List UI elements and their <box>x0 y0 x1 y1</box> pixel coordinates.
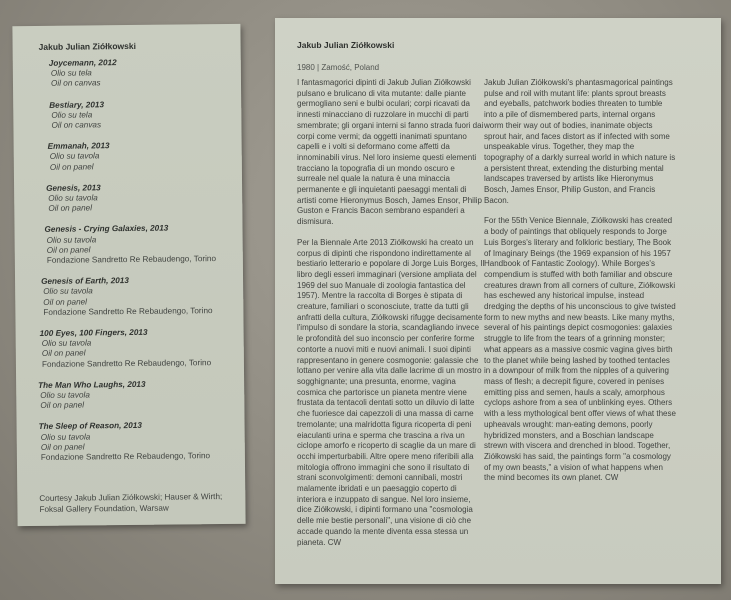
work-collection: Fondazione Sandretto Re Rebaudengo, Torino <box>40 451 211 463</box>
birth-info: 1980 | Zamość, Poland <box>297 63 380 72</box>
work-title: Emmanah, 2013 <box>47 141 110 152</box>
work-medium: Oil on panel <box>46 245 91 255</box>
work-entry <box>39 420 239 463</box>
work-medium: Oil on canvas <box>50 78 101 89</box>
work-medium: Oil on panel <box>43 297 88 307</box>
work-entry <box>46 182 236 215</box>
work-title: Genesis, 2013 <box>46 183 101 193</box>
work-medium: Oil on canvas <box>51 120 102 130</box>
work-medium: Oil on panel <box>40 400 85 411</box>
work-medium: Olio su tavola <box>48 193 98 203</box>
italian-paragraph: I fantasmagorici dipinti di Jakub Julian Ziółkowski pulsano e brulicano di vita mutante: dalle piante germogliano seni e bulbi oculari; corpi ricavati da innesti minacciano di ruzzolare in mucchi di parti smembrate; gli organi interni si fanno strada fuori dai corpi come vermi; da oggetti inanimati spuntano capelli e i volti si deformano come affetti da innominabili virus. Nel loro insieme questi elementi tracciano la topografia di un mondo oscuro e surreale nel quale la natura è una minaccia permanente e gli inquietanti paesaggi mentali di artisti come Hieronymus Bosch, James Ensor, Philip Guston e Francis Bacon sembrano espanderi a dismisura. <box>297 78 484 227</box>
work-medium: Oil on panel <box>49 161 94 172</box>
work-medium: Oil on panel <box>41 348 86 359</box>
work-entry <box>41 275 237 318</box>
work-title: The Man Who Laughs, 2013 <box>38 379 146 390</box>
work-entry <box>49 98 235 131</box>
artist-name: Jakub Julian Ziółkowski <box>38 40 136 52</box>
artist-name: Jakub Julian Ziółkowski <box>297 40 395 50</box>
english-text-column <box>484 78 676 494</box>
work-medium: Olio su tavola <box>40 432 91 442</box>
work-title: Bestiary, 2013 <box>49 99 105 110</box>
work-medium: Olio su tavola <box>49 151 100 162</box>
work-title: The Sleep of Reason, 2013 <box>38 421 142 432</box>
italian-text-column <box>297 78 485 558</box>
work-medium: Oil on panel <box>40 442 85 452</box>
work-title: Genesis - Crying Galaxies, 2013 <box>44 224 169 235</box>
work-medium: Olio su tavola <box>41 338 92 349</box>
work-medium: Oil on panel <box>48 203 93 214</box>
work-title: 100 Eyes, 100 Fingers, 2013 <box>39 327 148 339</box>
wall-text-label <box>275 18 721 584</box>
work-entry <box>38 379 238 412</box>
work-medium: Olio su tela <box>51 110 93 120</box>
english-paragraph: For the 55th Venice Biennale, Ziółkowski has created a body of paintings that obliquely responds to Jorge Luis Borges's literary and folkloric bestiary, The Book of Imaginary Beings (the 1969 expansion of his 1957 Handbook of Fantastic Zoology). While Borges's compendium is stuffed with both familiar and obscure creatures drawn from all corners of culture, Ziółkowski has eschewed any historical impulse, instead dredging the depths of his unconscious to give twisted form to new myths and new beasts. Like many myths, several of his paintings depict cosmogonies: galaxies struggle to life from the tears of a grinning monster; what appears as a massive cosmic vagina gives birth to the planet while being lashed by toothed tentacles in a downpour of milk from the nipples of a quivering mass of flesh; a decrepit figure, covered in penises emitting piss and semen, hauls a scaly, amorphous cyclops ashore from a sea of unblinking eyes. Others with a less mythological bent offer views of what these upheavals wrought: man-eating demons, poorly hybridized monsters, and a Boschian landscape strewn with viscera and drenched in blood. Together, Ziółkowski has said, the paintings form "a cosmology of my own beasts," a vision of what happens when the mind becomes its own planet. CW <box>484 216 676 483</box>
work-medium: Olio su tavola <box>46 234 97 245</box>
works-list-label <box>12 24 245 526</box>
work-title: Joycemann, 2012 <box>48 58 117 68</box>
courtesy-credit: Courtesy Jakub Julian Ziółkowski; Hauser & Wirth; Foksal Gallery Foundation, Warsaw <box>39 492 223 514</box>
work-entry <box>49 57 235 90</box>
works-list <box>35 57 239 474</box>
work-collection: Fondazione Sandretto Re Rebaudengo, Torino <box>43 305 213 317</box>
work-collection: Fondazione Sandretto Re Rebaudengo, Torino <box>41 357 212 369</box>
work-medium: Olio su tavola <box>40 390 90 401</box>
work-collection: Fondazione Sandretto Re Rebaudengo, Torino <box>46 254 217 265</box>
work-medium: Olio su tavola <box>43 286 93 297</box>
work-entry <box>48 140 236 173</box>
italian-paragraph: Per la Biennale Arte 2013 Ziółkowski ha creato un corpus di dipinti che rispondono indirettamente al bestiario letterario e popolare di Jorge Luis Borges, Il libro degli esseri immaginari (versione ampliata del 1969 del suo Manuale di zoologia fantastica del 1957). Mentre la raccolta di Borges è stipata di creature, familiari o sconosciute, tratte da tutti gli anfratti della cultura, Ziółkowski rifugge decisamente l'impulso di sondare la storia, scandagliando invece le profondità del suo inconscio per conferire forme contorte a nuovi miti e nuovi animali. I suoi dipinti rappresentano in genere cosmogonie: galassie che lottano per venire alla vita dalle lacrime di un mostro sogghignante; una presunta, enorme, vagina cosmica che partorisce un pianeta mentre viene frustata da tentacoli dentati sotto un diluvio di latte che fuoriesce dai capezzoli di una massa di carne tremolante; una malridotta figura ricoperta di peni eiaculanti urina e sperma che trascina a riva un ciclope amorfo e ricoperto di scaglie da un mare di occhi imperturbabili. Altre opere meno riferibili alla mitologia offrono immagini che sono il risultato di strani sconvolgimenti: demoni cannibali, mostri malamente ibridati e un paesaggio coperto di interiora e inzuppato di sangue. Nel loro insieme, dice Ziółkowski, i dipinti formano una "cosmologia delle mie bestie personali", una visione di ciò che accade quando la mente diventa essa stessa un pianeta. CW <box>297 237 485 547</box>
work-entry <box>44 223 236 266</box>
work-title: Genesis of Earth, 2013 <box>41 276 129 287</box>
english-paragraph: Jakub Julian Ziółkowski's phantasmagorical paintings pulse and roil with mutant life: plants sprout breasts and eyeballs, patchwork bodies threaten to tumble into a pile of dismembered parts, internal organs worm their way out of bodies, inanimate objects sprout hair, and faces distort as if infected with some unspeakable virus. Together, they map the topography of a darkly surreal world in which nature is a persistent threat, extending the disturbing mental landscapes traversed by artists like Hieronymus Bosch, James Ensor, Philip Guston, and Francis Bacon. <box>484 78 676 205</box>
work-entry <box>40 327 238 370</box>
work-medium: Olio su tela <box>50 68 92 79</box>
